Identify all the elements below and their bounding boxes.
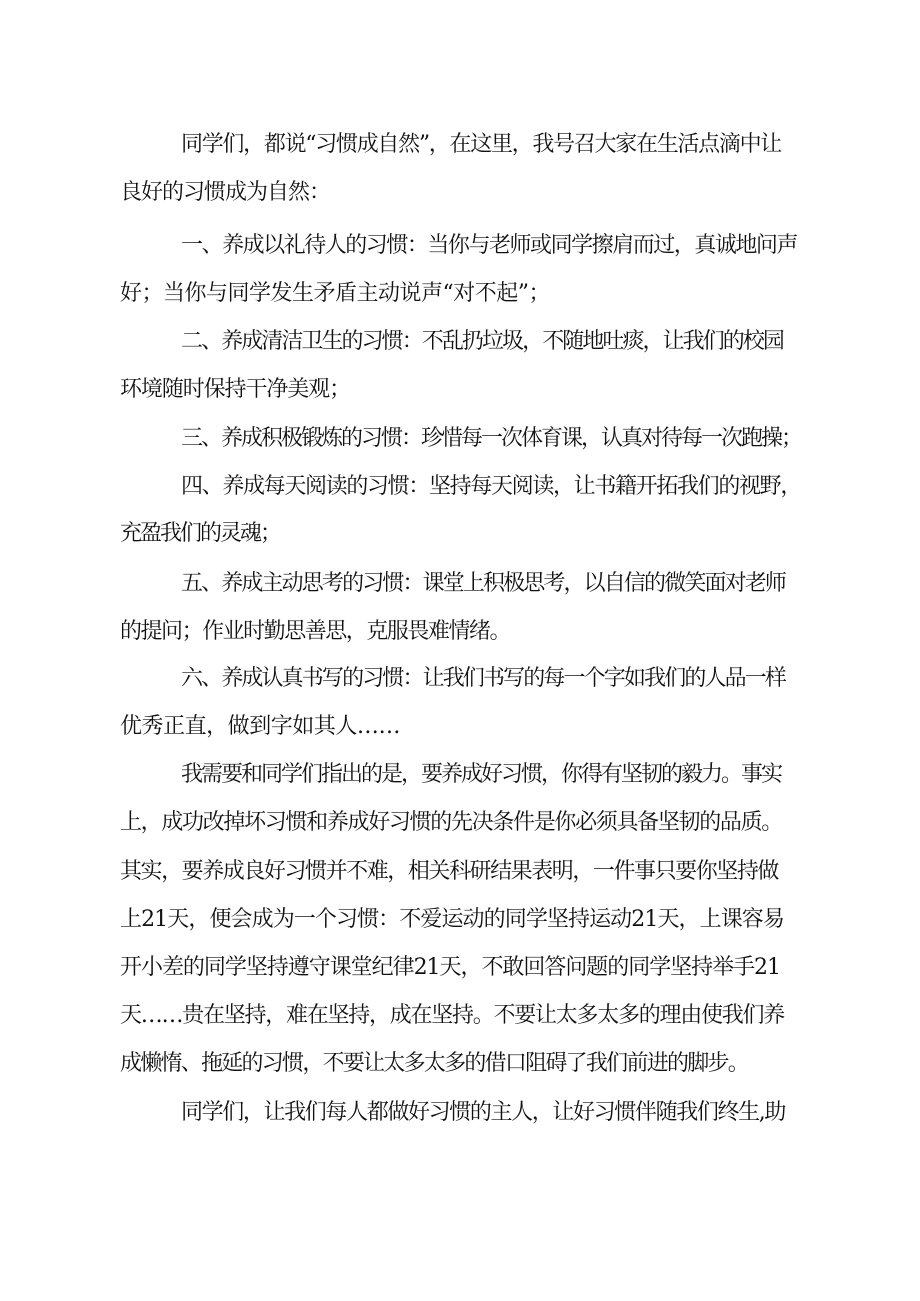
text-line: [0, 367, 920, 413]
line-text: 二、养成清洁卫生的习惯：不乱扔垃圾，不随地吐痰，让我们的校园: [181, 329, 783, 354]
line-text: 五、养成主动思考的习惯：课堂上积极思考，以自信的微笑面对老师: [181, 571, 785, 596]
line-text: 同学们，都说“习惯成自然”，在这里，我号召大家在生活点滴中让: [181, 132, 781, 157]
line-text: 优秀正直，做到字如其人……: [120, 714, 400, 739]
text-line: [0, 561, 920, 607]
line-text: 的提问；作业时勤思善思，克服畏难情绪。: [120, 619, 510, 644]
line-text: 环境随时保持干净美观；: [120, 377, 350, 402]
line-text: 天……贵在坚持，难在坚持，成在坚持。不要让太多太多的理由使我们养: [120, 1003, 784, 1028]
text-line: [0, 464, 920, 510]
line-text: 好；当你与同学发生矛盾主动说声“对不起”；: [120, 281, 550, 306]
text-line: [0, 897, 920, 943]
text-line: [0, 656, 920, 702]
text-line: [0, 752, 920, 798]
text-line: [0, 271, 920, 317]
text-line: [0, 170, 920, 216]
text-line: [0, 800, 920, 846]
text-line: [0, 223, 920, 269]
line-text: 三、养成积极锻炼的习惯：珍惜每一次体育课，认真对待每一次跑操；: [181, 426, 802, 451]
text-line: [0, 1090, 920, 1136]
text-line: [0, 849, 920, 895]
line-text: 六、养成认真书写的习惯：让我们书写的每一个字如我们的人品一样: [181, 666, 785, 691]
text-line: [0, 416, 920, 462]
line-text: 充盈我们的灵魂；: [120, 521, 281, 546]
text-line: [0, 319, 920, 365]
text-line: [0, 1041, 920, 1087]
text-line: [0, 993, 920, 1039]
line-text: 上21天，便会成为一个习惯：不爱运动的同学坚持运动21天，上课容易: [120, 907, 784, 932]
line-text: 同学们，让我们每人都做好习惯的主人，让好习惯伴随我们终生,助: [181, 1100, 785, 1125]
line-text: 良好的习惯成为自然：: [120, 180, 330, 205]
text-line: [0, 945, 920, 991]
line-text: 成懒惰、拖延的习惯，不要让太多太多的借口阻碍了我们前进的脚步。: [120, 1051, 748, 1076]
line-text: 一、养成以礼待人的习惯：当你与老师或同学擦肩而过，真诚地问声: [181, 233, 797, 258]
line-text: 四、养成每天阅读的习惯：坚持每天阅读，让书籍开拓我们的视野，: [181, 474, 801, 499]
line-text: 开小差的同学坚持遵守课堂纪律21天，不敢回答问题的同学坚持举手21: [120, 955, 780, 980]
line-text: 其实，要养成良好习惯并不难，相关科研结果表明，一件事只要你坚持做: [120, 859, 778, 884]
text-line: [0, 609, 920, 655]
line-text: 我需要和同学们指出的是，要养成好习惯，你得有坚韧的毅力。事实: [181, 762, 782, 787]
text-line: [0, 511, 920, 557]
line-text: 上，成功改掉坏习惯和养成好习惯的先决条件是你必须具备坚韧的品质。: [120, 810, 782, 835]
text-line: [0, 704, 920, 750]
text-line: [0, 122, 920, 168]
